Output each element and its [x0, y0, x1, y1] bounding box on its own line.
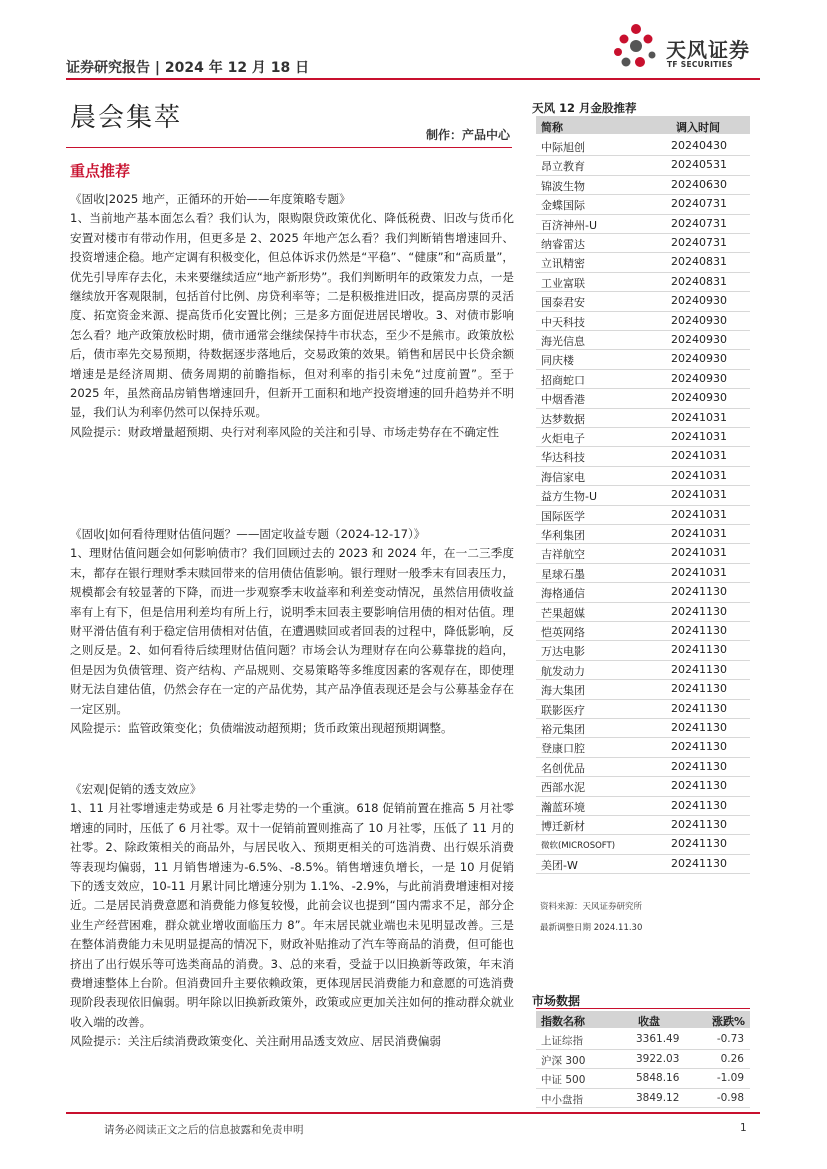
stock-name: 锦波生物: [541, 179, 585, 193]
table-row: [536, 330, 750, 350]
table-row: [536, 776, 750, 796]
article-body: 1、当前地产基本面怎么看？我们认为，限购限贷政策优化、降低税费、旧改与货币化安置对楼市有带动作用，但更多是 2、2025 年地产怎么看？我们判断销售增速回升、投资增速企稳。地产定调有积极变化，但总体诉求仍然是“平稳”、“健康”和“高质量”，优先引导库存去化，未来要继续适应“地产新形势”。我们判断明年的政策发力点，一是继续放开客观限制，包括首付比例、房贷利率等；二是积极推进旧改，提高房票的灵活度、拓宽资金来源、提高货币化安置比例；三是多方面促进居民增收。3、对债市影响怎么看？地产政策放松时期，债市通常会继续保持牛市状态，至少不是熊市。政策放松后，债市率先交易预期，待数据逐步落地后，交易政策的效果。销售和居民中长贷余额增速是是经济周期、债务周期的前瞻指标，但对利率的指引未免“过度前置”。至于 2025 年，虽然商品房销售增速回升，但新开工面积和地产投资增速的回升趋势并不明显，我们认为利率仍然可以保持乐观。: [70, 211, 514, 420]
table-row: [536, 408, 750, 428]
table-row: [536, 136, 750, 156]
market-change-value: -1.09: [716, 1072, 744, 1084]
table-row: [536, 1029, 750, 1050]
article-risk: 风险提示：监管政策变化；负债端波动超预期；货币政策出现超预期调整。: [70, 721, 453, 736]
stock-name: 中天科技: [541, 315, 585, 329]
table-row: [536, 175, 750, 195]
stock-name: 微软(MICROSOFT): [541, 841, 616, 852]
table-row: [536, 485, 750, 505]
stock-name: 吉祥航空: [541, 548, 585, 562]
market-index-name: 上证综指: [541, 1035, 583, 1047]
stock-date: 20241130: [671, 662, 727, 676]
stock-name: 海光信息: [541, 335, 585, 348]
stock-date: 20241130: [671, 740, 727, 754]
table-row: [536, 466, 750, 486]
stock-name: 金蝶国际: [541, 199, 585, 213]
stock-date: 20240731: [671, 216, 727, 230]
stock-date: 20240930: [671, 313, 727, 327]
table-row: [536, 155, 750, 175]
stock-name: 登康口腔: [541, 742, 585, 756]
table-row: [536, 834, 750, 854]
market-index-name: 中证 500: [541, 1074, 586, 1086]
stock-name: 招商蛇口: [541, 373, 585, 387]
table-row: [536, 524, 750, 544]
stock-name: 海信家电: [541, 470, 585, 484]
stock-date: 20241031: [671, 546, 727, 560]
sidebar-updated: 最新调整日期 2024.11.30: [540, 923, 643, 933]
col-index-header: 指数名称: [541, 1015, 585, 1028]
market-table-header: [536, 1011, 750, 1028]
stock-name: 西部水泥: [541, 781, 585, 795]
article-risk: 风险提示：财政增量超预期、央行对利率风险的关注和引导、市场走势存在不确定性: [70, 424, 499, 439]
stock-name: 航发动力: [541, 664, 585, 678]
stock-date: 20241130: [671, 818, 727, 831]
market-title: 市场数据: [532, 994, 581, 1008]
footer-disclaimer: 请务必阅读正文之后的信息披露和免责申明: [104, 1124, 304, 1136]
stock-date: 20241031: [671, 488, 727, 502]
market-close-value: 5848.16: [636, 1072, 680, 1084]
stock-date: 20241130: [671, 837, 727, 851]
col-close-header: 收盘: [638, 1015, 660, 1028]
table-row: [536, 582, 750, 602]
title-divider: [66, 147, 512, 148]
stock-name: 华利集团: [541, 529, 585, 542]
article-3: [70, 780, 514, 1052]
stock-name: 联影医疗: [541, 703, 585, 717]
table-row: [536, 602, 750, 622]
stock-date: 20241031: [671, 449, 727, 463]
stock-name: 芒果超媒: [541, 606, 585, 620]
page-number: 1: [740, 1122, 747, 1134]
stock-date: 20241130: [671, 721, 727, 734]
table-row: [536, 311, 750, 331]
article-heading: 《固收|2025 地产，正循环的开始——年度策略专题》: [70, 192, 351, 206]
table-row: [536, 854, 750, 874]
stock-name: 海大集团: [541, 684, 585, 698]
sidebar-source: 资料来源：天风证券研究所: [540, 902, 643, 912]
stock-name: 恺英网络: [541, 626, 585, 639]
stock-date: 20240930: [671, 371, 727, 385]
market-close-value: 3361.49: [636, 1033, 680, 1045]
table-row: [536, 388, 750, 408]
article-heading: 《宏观|促销的透支效应》: [70, 782, 202, 796]
stock-name: 中烟香港: [541, 393, 585, 407]
header-divider: [66, 78, 760, 80]
stock-date: 20240831: [671, 255, 727, 269]
table-row: [536, 699, 750, 719]
stock-date: 20241031: [671, 430, 727, 443]
producer-label: 制作：产品中心: [425, 128, 510, 142]
market-change-value: 0.26: [720, 1052, 744, 1065]
table-row: [536, 660, 750, 680]
stock-date: 20240930: [671, 352, 727, 366]
logo-name-en: TF SECURITIES: [667, 60, 733, 69]
stock-name: 百济神州-U: [541, 218, 598, 232]
table-row: [536, 718, 750, 738]
market-close-value: 3849.12: [636, 1091, 680, 1104]
table-row: [536, 621, 750, 641]
table-row: [536, 369, 750, 389]
table-row: [536, 427, 750, 447]
stock-name: 名创优品: [541, 761, 585, 775]
footer-divider: [66, 1112, 760, 1114]
table-row: [536, 543, 750, 563]
table-row: [536, 214, 750, 234]
table-row: [536, 640, 750, 660]
table-row: [536, 679, 750, 699]
stock-date: 20241130: [671, 682, 727, 696]
stock-name: 星球石墨: [541, 567, 585, 581]
market-change-value: -0.98: [716, 1091, 744, 1104]
stock-table-header: [536, 116, 750, 134]
stock-name: 益方生物-U: [541, 490, 598, 504]
stock-name: 国泰君安: [541, 296, 585, 310]
stock-date: 20241031: [671, 410, 727, 424]
table-row: [536, 563, 750, 583]
stock-date: 20241130: [671, 643, 727, 657]
stock-name: 万达电影: [541, 645, 585, 659]
sidebar-title: 天风 12 月金股推荐: [532, 101, 637, 115]
market-divider: [536, 1008, 750, 1009]
table-row: [536, 272, 750, 292]
stock-date: 20240930: [671, 294, 727, 308]
table-row: [536, 446, 750, 466]
table-row: [536, 252, 750, 272]
table-row: [536, 815, 750, 835]
stock-date: 20241031: [671, 565, 727, 579]
stock-date: 20241130: [671, 701, 727, 715]
stock-date: 20240731: [671, 197, 727, 211]
stock-name: 纳睿雷达: [541, 238, 585, 251]
table-row: [536, 194, 750, 214]
stock-name: 裕元集团: [541, 723, 585, 736]
article-2: [70, 525, 514, 738]
stock-date: 20240531: [671, 158, 727, 172]
table-row: [536, 233, 750, 253]
stock-name: 美团-W: [541, 858, 578, 872]
report-type-date: 证券研究报告 | 2024 年 12 月 18 日: [66, 60, 310, 76]
col-date-header: 调入时间: [676, 121, 720, 134]
stock-date: 20241130: [671, 856, 727, 870]
tf-logo-icon: [612, 22, 662, 74]
article-1: [70, 190, 514, 442]
stock-date: 20240831: [671, 274, 727, 288]
stock-date: 20240630: [671, 177, 727, 191]
market-index-name: 中小盘指: [541, 1093, 583, 1106]
stock-date: 20240930: [671, 333, 727, 346]
market-change-value: -0.73: [716, 1033, 744, 1045]
stock-name: 达梦数据: [541, 412, 585, 426]
stock-date: 20241031: [671, 507, 727, 521]
table-row: [536, 505, 750, 525]
stock-name: 昂立教育: [541, 160, 585, 174]
table-row: [536, 1068, 750, 1089]
col-change-header: 涨跌%: [712, 1015, 746, 1028]
stock-name: 华达科技: [541, 451, 585, 465]
market-index-name: 沪深 300: [541, 1054, 586, 1067]
stock-name: 立讯精密: [541, 257, 585, 271]
stock-date: 20241130: [671, 759, 727, 773]
section-title: 重点推荐: [70, 162, 131, 180]
table-row: [536, 291, 750, 311]
stock-date: 20240731: [671, 236, 727, 249]
stock-date: 20241031: [671, 468, 727, 482]
table-row: [536, 1088, 750, 1109]
stock-date: 20241031: [671, 527, 727, 540]
stock-name: 火炬电子: [541, 432, 585, 445]
stock-name: 中际旭创: [541, 141, 585, 154]
logo-name-cn: 天风证券: [666, 38, 750, 62]
stock-name: 海格通信: [541, 587, 585, 601]
article-body: 1、理财估值问题会如何影响债市？我们回顾过去的 2023 和 2024 年，在一二三季度末，都存在银行理财季末赎回带来的信用债估值影响。银行理财一般季末有回表压力，规模都会有较显著的下降，而进一步观察季末收益率和利差变动情况，虽然信用债收益率有上有下，但是信用利差均有所上行，说明季末回表主要影响信用债的相对估值。理财平滑估值有利于稳定信用债相对估值，在遭遇赎回或者回表的过程中，降低影响，反之则反是。2、如何看待后续理财估值问题？市场会认为理财存在向公募靠拢的趋向，但是因为负债管理、资产结构、产品规则、交易策略等多维度因素的客观存在，即使理财无法自建估值，仍然会存在一定的产品优势，其产品净值表现还是会与公募基金存在一定区别。: [70, 546, 514, 716]
stock-date: 20241130: [671, 624, 727, 637]
table-row: [536, 796, 750, 816]
market-close-value: 3922.03: [636, 1052, 680, 1065]
article-body: 1、11 月社零增速走势或是 6 月社零走势的一个重演。618 促销前置在推高 5 月社零增速的同时，压低了 6 月社零。双十一促销前置则推高了 10 月社零，压低了 11 月的社零。2、除政策相关的商品外，与居民收入、预期更相关的可选消费、出行娱乐消费等表现均偏弱，11 月销售增速为-6.5%、-8.5%。销售增速负增长，一是 10 月促销下的透支效应，10-11 月累计同比增速分别为 1.1%、-2.9%，与此前消费增速相对接近。二是居民消费意愿和消费能力修复较慢，此前会议也提到“国内需求不足，部分企业生产经营困难，群众就业增收面临压力 8”。年末居民就业端也未见明显改善。三是在整体消费能力未见明显提高的情况下，财政补贴推动了汽车等商品的消费，但可能也挤出了出行娱乐等可选类商品的消费。3、总的来看，受益于以旧换新等政策，年末消费增速整体上台阶。但消费回升主要依赖政策，更体现居民消费能力和意愿的可选消费现阶段表现依旧偏弱。明年除以旧换新政策外，政策或应更加关注如何的推动群众就业收入端的改善。: [70, 801, 514, 1029]
article-heading: 《固收|如何看待理财估值问题？——固定收益专题（2024-12-17）》: [70, 527, 426, 541]
stock-date: 20241130: [671, 798, 727, 812]
stock-name: 工业富联: [541, 276, 585, 290]
stock-date: 20241130: [671, 585, 727, 599]
table-row: [536, 349, 750, 369]
stock-date: 20240930: [671, 391, 727, 405]
table-row: [536, 757, 750, 777]
stock-date: 20240430: [671, 139, 727, 152]
table-row: [536, 737, 750, 757]
table-row: [536, 1049, 750, 1070]
stock-date: 20241130: [671, 604, 727, 618]
stock-name: 瀚蓝环境: [541, 800, 585, 814]
page-title: 晨会集萃: [70, 103, 183, 133]
stock-name: 国际医学: [541, 509, 585, 523]
stock-name: 博迁新材: [541, 820, 585, 833]
stock-name: 同庆楼: [541, 354, 574, 368]
stock-date: 20241130: [671, 779, 727, 793]
article-risk: 风险提示：关注后续消费政策变化、关注耐用品透支效应、居民消费偏弱: [70, 1034, 442, 1049]
col-name-header: 简称: [541, 121, 563, 134]
